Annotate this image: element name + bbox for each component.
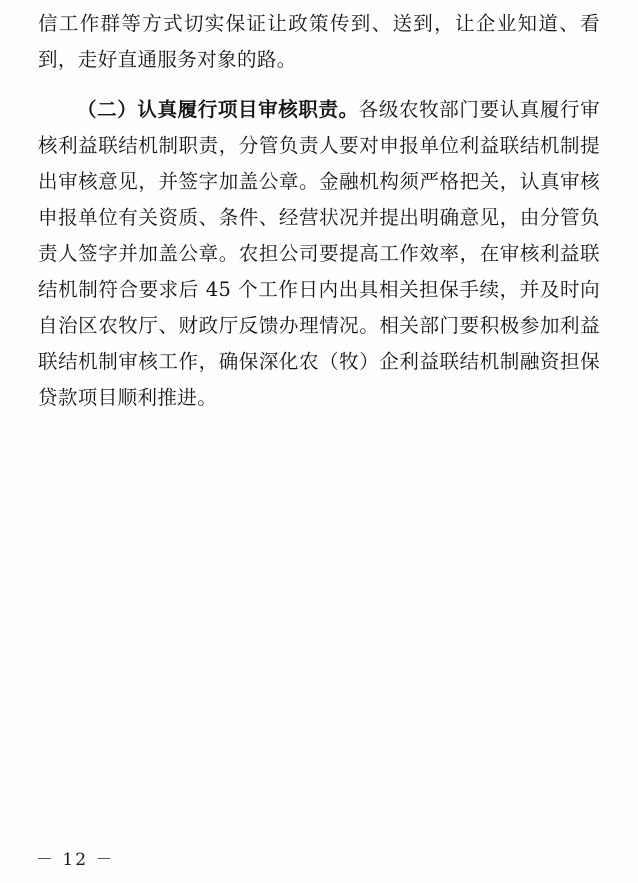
page-footer [0, 845, 638, 870]
paragraph-continuation: 信工作群等方式切实保证让政策传到、送到，让企业知道、看到，走好直通服务对象的路。 [38, 12, 600, 71]
page-number: － 12 － [36, 850, 115, 870]
section-two-text: 各级农牧部门要认真履行审核利益联结机制职责，分管负责人要对申报单位利益联结机制提出审核意见，并签字加盖公章。金融机构须严格把关，认真审核申报单位有关资质、条件、经营状况并提出明确意见，由分管负责人签字并加盖公章。农担公司要提高工作效率，在审核利益联结机制符合要求后 45 个工作日内出具相关担保手续，并及时向自治区农牧厅、财政厅反馈办理情况。相关部门要积极参加利益联结机制审核工作，确保深化农（牧）企利益联结机制融资担保贷款项目顺利推进。 [38, 98, 600, 409]
paragraph-section-two [38, 92, 600, 416]
section-heading-inline: （二）认真履行项目审核职责。 [77, 98, 359, 121]
document-body [38, 6, 600, 416]
paragraph-spacer [38, 78, 600, 92]
